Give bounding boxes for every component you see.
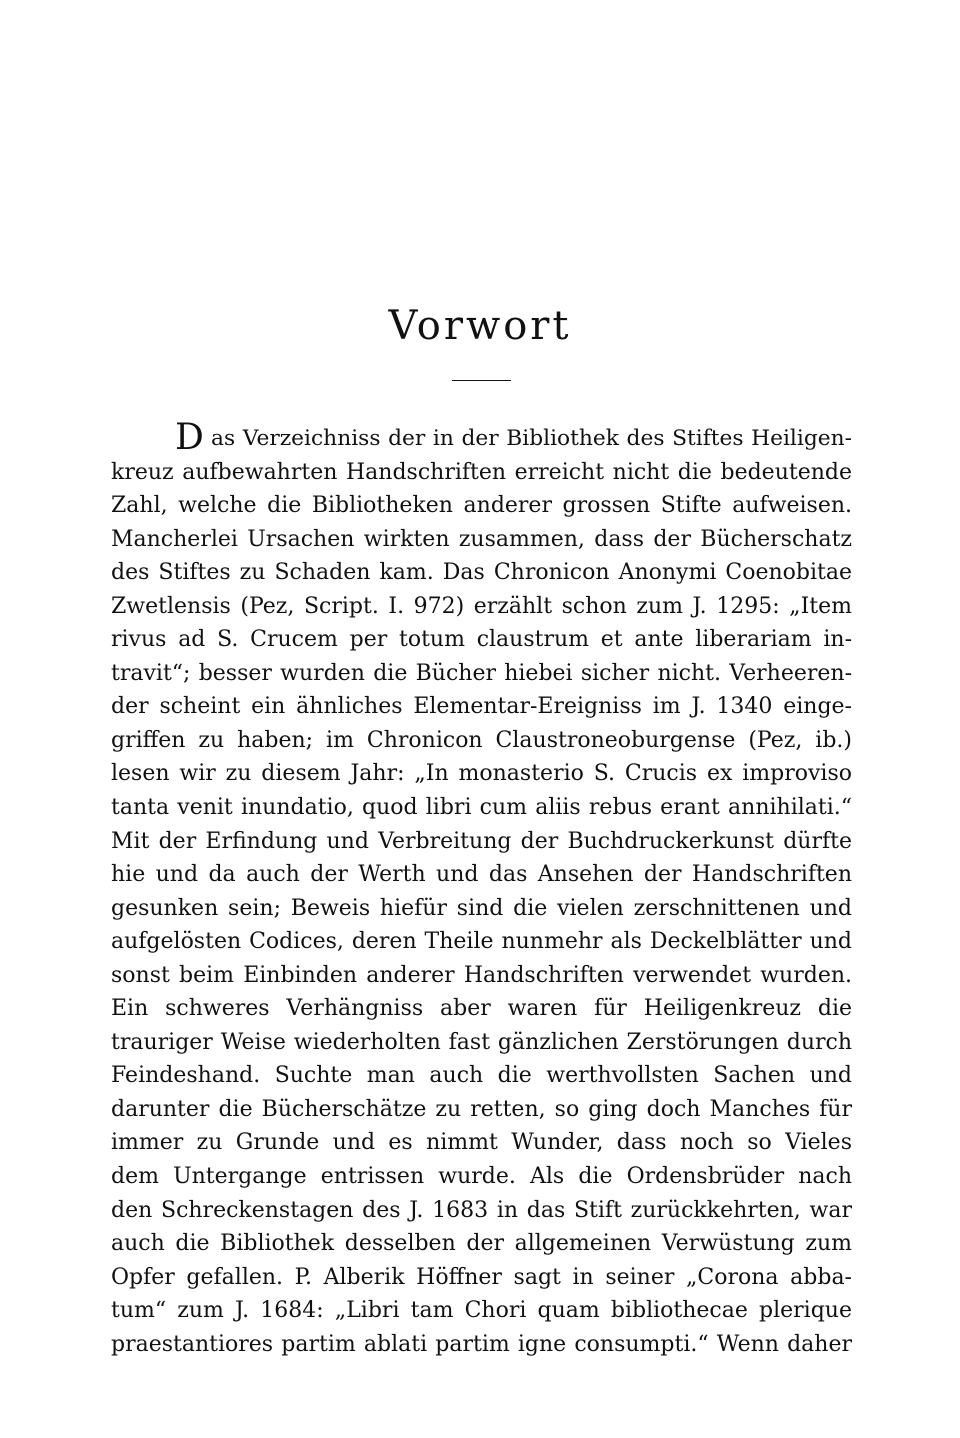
text-line: aufgelösten Codices, deren Theile nunmehr als Deckelblätter und: [111, 929, 852, 955]
first-line-wrap: [111, 417, 852, 458]
text-line: kreuz aufbewahrten Handschriften erreicht nicht die bedeutende: [111, 459, 852, 485]
text-line: trauriger Weise wiederholten fast gänzlichen Zerstörungen durch: [111, 1029, 852, 1055]
text-line: Mancherlei Ursachen wirkten zusammen, dass der Bücherschatz: [111, 526, 852, 552]
title-rule: [452, 380, 511, 381]
text-line: Ein schweres Verhängniss aber waren für Heiligenkreuz die: [111, 996, 852, 1022]
text-line: darunter die Bücherschätze zu retten, so ging doch Manches für: [111, 1096, 852, 1122]
body-text: [111, 417, 852, 1361]
text-line: praestantiores partim ablati partim igne consumpti.“ Wenn daher: [111, 1331, 852, 1357]
page-title: Vorwort: [388, 303, 572, 349]
text-line: Zahl, welche die Bibliotheken anderer grossen Stifte aufweisen.: [111, 493, 852, 519]
text-line: hie und da auch der Werth und das Ansehen der Handschriften: [111, 862, 852, 888]
text-line: der scheint ein ähnliches Elementar-Ereigniss im J. 1340 einge-: [111, 694, 852, 720]
text-line: lesen wir zu diesem Jahr: „In monasterio S. Crucis ex improviso: [111, 761, 852, 787]
text-line: Mit der Erfindung und Verbreitung der Buchdruckerkunst dürfte: [111, 828, 852, 854]
text-line: rivus ad S. Crucem per totum claustrum et ante liberariam in-: [111, 627, 852, 653]
dropcap: D: [175, 417, 204, 458]
text-line: as Verzeichniss der in der Bibliothek des Stiftes Heiligen-: [211, 426, 852, 451]
text-line: tum“ zum J. 1684: „Libri tam Chori quam bibliothecae plerique: [111, 1298, 852, 1324]
text-line: immer zu Grunde und es nimmt Wunder, dass noch so Vieles: [111, 1130, 852, 1156]
text-line: Opfer gefallen. P. Alberik Höffner sagt in seiner „Corona abba-: [111, 1264, 852, 1290]
text-line: gesunken sein; Beweis hiefür sind die vielen zerschnittenen und: [111, 895, 852, 921]
text-line: sonst beim Einbinden anderer Handschriften verwendet wurden.: [111, 962, 852, 988]
text-line: auch die Bibliothek desselben der allgemeinen Verwüstung zum: [111, 1231, 852, 1257]
text-line: griffen zu haben; im Chronicon Claustroneoburgense (Pez, ib.): [111, 727, 852, 753]
text-line: travit“; besser wurden die Bücher hiebei sicher nicht. Verheeren-: [111, 660, 852, 686]
text-line: dem Untergange entrissen wurde. Als die Ordensbrüder nach: [111, 1164, 852, 1190]
text-line: des Stiftes zu Schaden kam. Das Chronicon Anonymi Coenobitae: [111, 560, 852, 586]
text-line: Feindeshand. Suchte man auch die werthvollsten Sachen und: [111, 1063, 852, 1089]
text-line: tanta venit inundatio, quod libri cum aliis rebus erant annihilati.“: [111, 795, 852, 821]
text-line: Zwetlensis (Pez, Script. I. 972) erzählt schon zum J. 1295: „Item: [111, 593, 852, 619]
text-line: den Schreckenstagen des J. 1683 in das Stift zurückkehrten, war: [111, 1197, 852, 1223]
